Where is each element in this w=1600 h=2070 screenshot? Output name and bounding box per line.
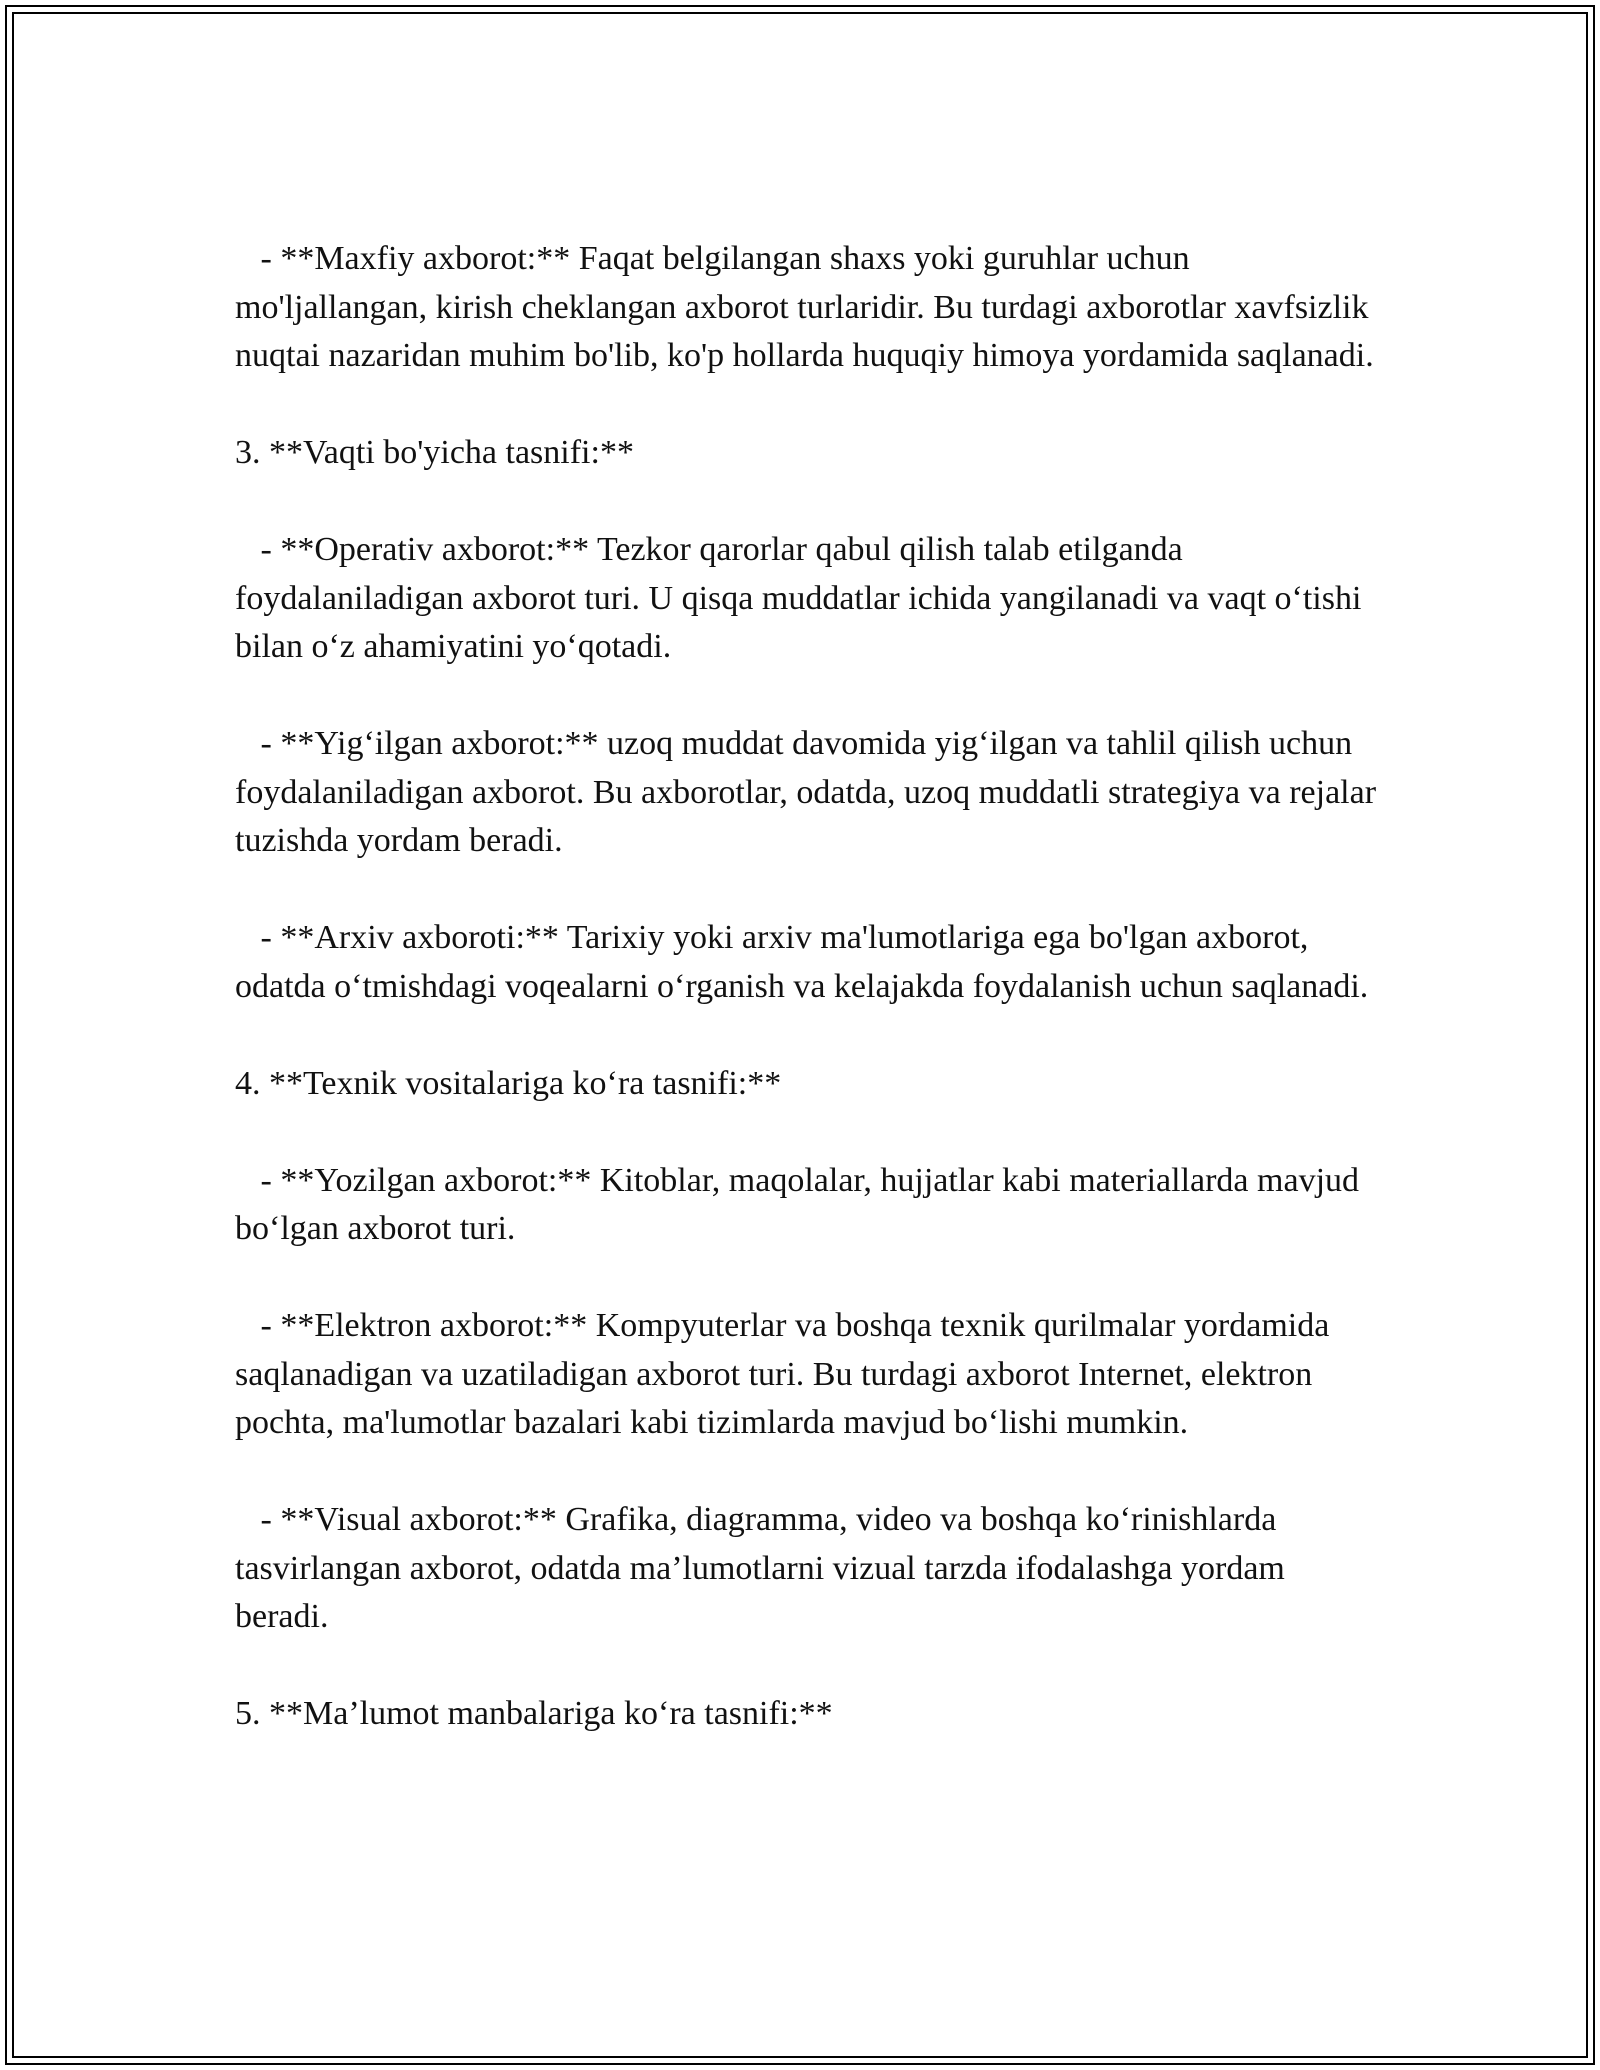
paragraph-arxiv-axboroti: - **Arxiv axboroti:** Tarixiy yoki arxiv ma'lumotlariga ega bo'lgan axborot, odatda o‘tmishdagi voqealarni o‘rganish va kelajakda foydalanish uchun saqlanadi. [235, 919, 1369, 1005]
paragraph-visual-axborot: - **Visual axborot:** Grafika, diagramma, video va boshqa ko‘rinishlarda tasvirlangan axborot, odatda ma’lumotlarni vizual tarzda ifodalashga yordam beradi. [235, 1501, 1294, 1635]
document-body [235, 235, 1385, 1739]
paragraph-yozilgan-axborot: - **Yozilgan axborot:** Kitoblar, maqolalar, hujjatlar kabi materiallarda mavjud bo‘lgan axborot turi. [235, 1161, 1368, 1247]
paragraph-maxfiy-axborot: - **Maxfiy axborot:** Faqat belgilangan shaxs yoki guruhlar uchun mo'ljallangan, kirish cheklangan axborot turlaridir. Bu turdagi axborotlar xavfsizlik nuqtai nazaridan muhim bo'lib, ko'p hollarda huquqiy himoya yordamida saqlanadi. [235, 240, 1377, 374]
heading-manbalar-tasnifi: 5. **Ma’lumot manbalariga ko‘ra tasnifi:** [235, 1695, 833, 1732]
heading-vaqti-tasnifi: 3. **Vaqti bo'yicha tasnifi:** [235, 434, 634, 471]
paragraph-elektron-axborot: - **Elektron axborot:** Kompyuterlar va boshqa texnik qurilmalar yordamida saqlanadigan va uzatiladigan axborot turi. Bu turdagi axborot Internet, elektron pochta, ma'lumotlar bazalari kabi tizimlarda mavjud bo‘lishi mumkin. [235, 1307, 1338, 1441]
paragraph-yigilgan-axborot: - **Yig‘ilgan axborot:** uzoq muddat davomida yig‘ilgan va tahlil qilish uchun foydalaniladigan axborot. Bu axborotlar, odatda, uzoq muddatli strategiya va rejalar tuzishda yordam beradi. [235, 725, 1385, 859]
heading-texnik-tasnifi: 4. **Texnik vositalariga ko‘ra tasnifi:** [235, 1064, 782, 1102]
paragraph-operativ-axborot: - **Operativ axborot:** Tezkor qarorlar qabul qilish talab etilganda foydalaniladigan axborot turi. U qisqa muddatlar ichida yangilanadi va vaqt o‘tishi bilan o‘z ahamiyatini yo‘qotadi. [235, 531, 1370, 665]
